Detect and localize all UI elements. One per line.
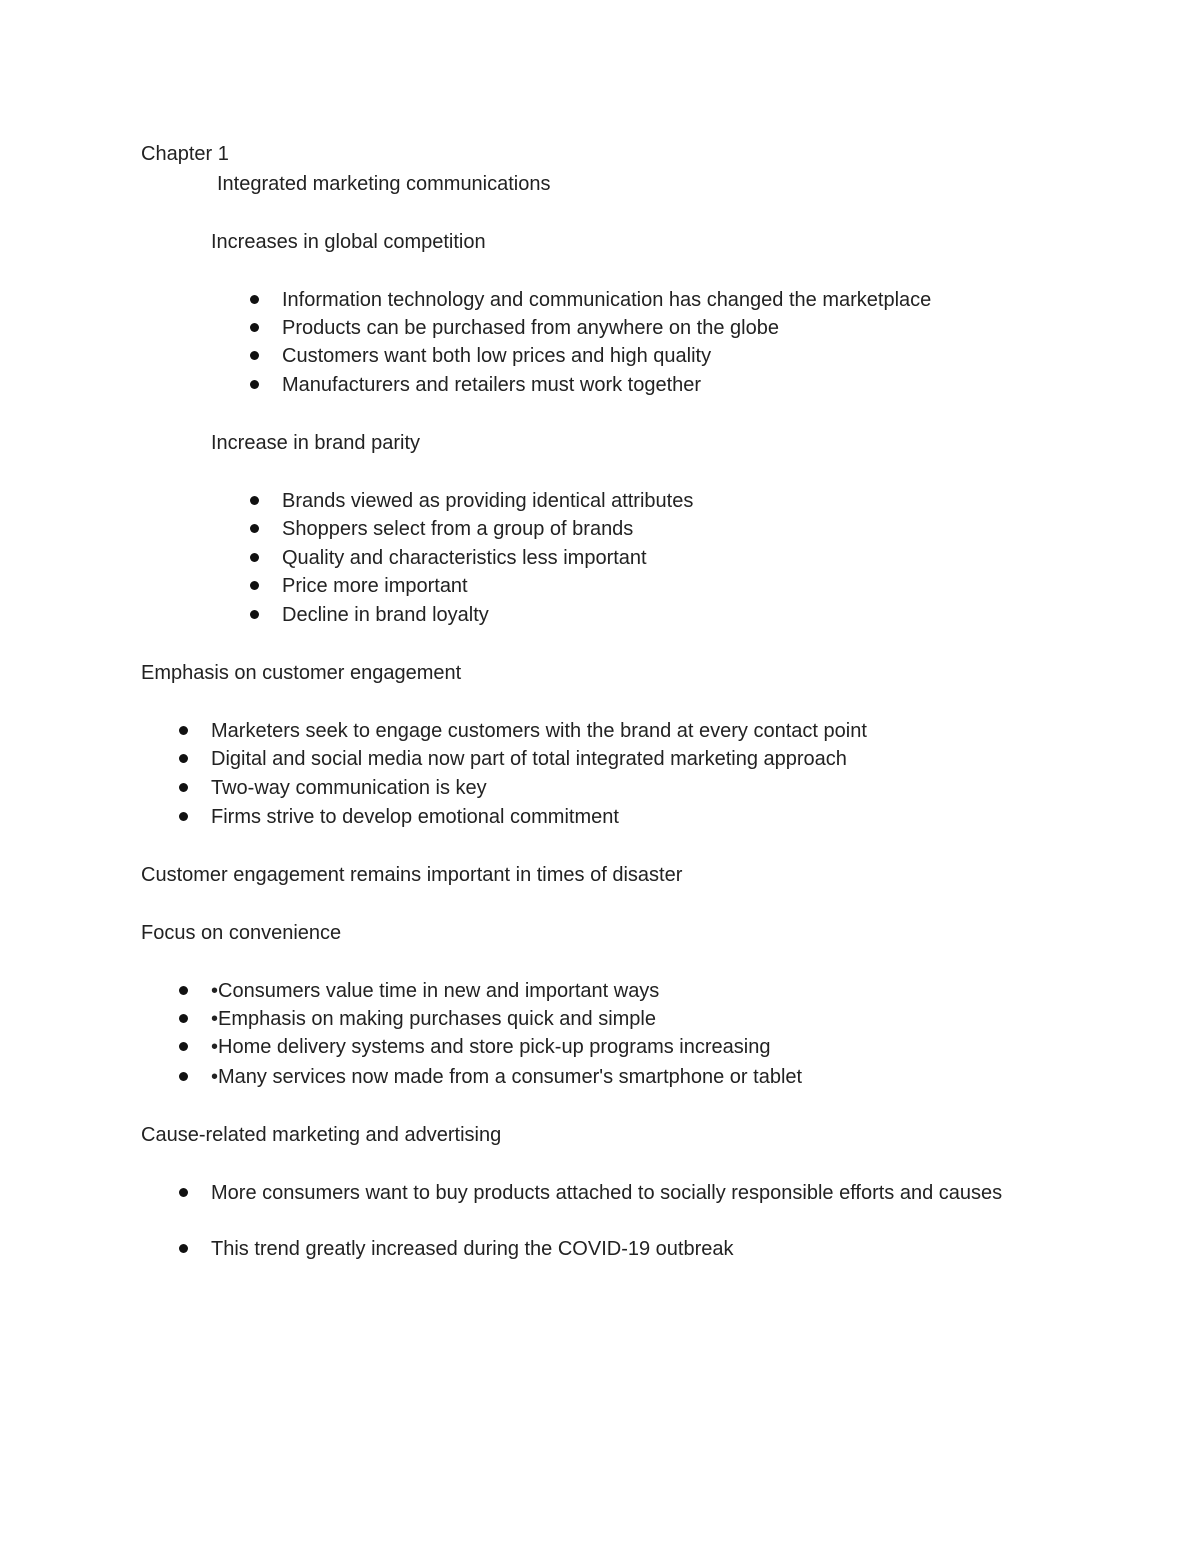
section-heading-customer-engagement: Emphasis on customer engagement — [141, 662, 462, 684]
bullet-icon — [179, 1042, 188, 1051]
list-item: Quality and characteristics less important — [282, 547, 647, 569]
bullet-icon — [250, 524, 259, 533]
list-item: Brands viewed as providing identical attributes — [282, 490, 694, 512]
subtitle: Integrated marketing communications — [217, 173, 551, 195]
list-item: Products can be purchased from anywhere on the globe — [282, 317, 779, 339]
bullet-icon — [179, 812, 188, 821]
bullet-icon — [250, 295, 259, 304]
list-item: •Emphasis on making purchases quick and simple — [211, 1008, 656, 1030]
list-item: Digital and social media now part of total integrated marketing approach — [211, 748, 847, 770]
list-item: Decline in brand loyalty — [282, 604, 489, 626]
bullet-icon — [179, 1014, 188, 1023]
section-heading-cause-related-marketing: Cause-related marketing and advertising — [141, 1124, 502, 1146]
list-item: Shoppers select from a group of brands — [282, 518, 634, 540]
bullet-icon — [179, 986, 188, 995]
bullet-icon — [179, 1244, 188, 1253]
chapter-title: Chapter 1 — [141, 143, 229, 165]
section-heading-global-competition: Increases in global competition — [211, 231, 486, 253]
bullet-icon — [250, 323, 259, 332]
bullet-icon — [250, 351, 259, 360]
list-item: Customers want both low prices and high quality — [282, 345, 712, 367]
bullet-icon — [250, 581, 259, 590]
bullet-icon — [250, 496, 259, 505]
list-item: •Many services now made from a consumer's smartphone or tablet — [211, 1066, 803, 1088]
list-item: This trend greatly increased during the COVID-19 outbreak — [211, 1238, 734, 1260]
list-item: More consumers want to buy products attached to socially responsible efforts and causes — [211, 1182, 1003, 1204]
list-item: •Consumers value time in new and important ways — [211, 980, 660, 1002]
section-heading-times-of-disaster: Customer engagement remains important in times of disaster — [141, 864, 683, 886]
list-item: Manufacturers and retailers must work together — [282, 374, 702, 396]
list-item: Marketers seek to engage customers with the brand at every contact point — [211, 720, 867, 742]
section-heading-convenience: Focus on convenience — [141, 922, 342, 944]
bullet-icon — [179, 754, 188, 763]
list-item: Two-way communication is key — [211, 777, 487, 799]
list-item: •Home delivery systems and store pick-up programs increasing — [211, 1036, 771, 1058]
bullet-icon — [250, 553, 259, 562]
bullet-icon — [250, 380, 259, 389]
list-item: Firms strive to develop emotional commitment — [211, 806, 619, 828]
bullet-icon — [250, 610, 259, 619]
bullet-icon — [179, 783, 188, 792]
bullet-icon — [179, 1188, 188, 1197]
list-item: Price more important — [282, 575, 468, 597]
bullet-icon — [179, 726, 188, 735]
section-heading-brand-parity: Increase in brand parity — [211, 432, 421, 454]
bullet-icon — [179, 1072, 188, 1081]
list-item: Information technology and communication has changed the marketplace — [282, 289, 932, 311]
